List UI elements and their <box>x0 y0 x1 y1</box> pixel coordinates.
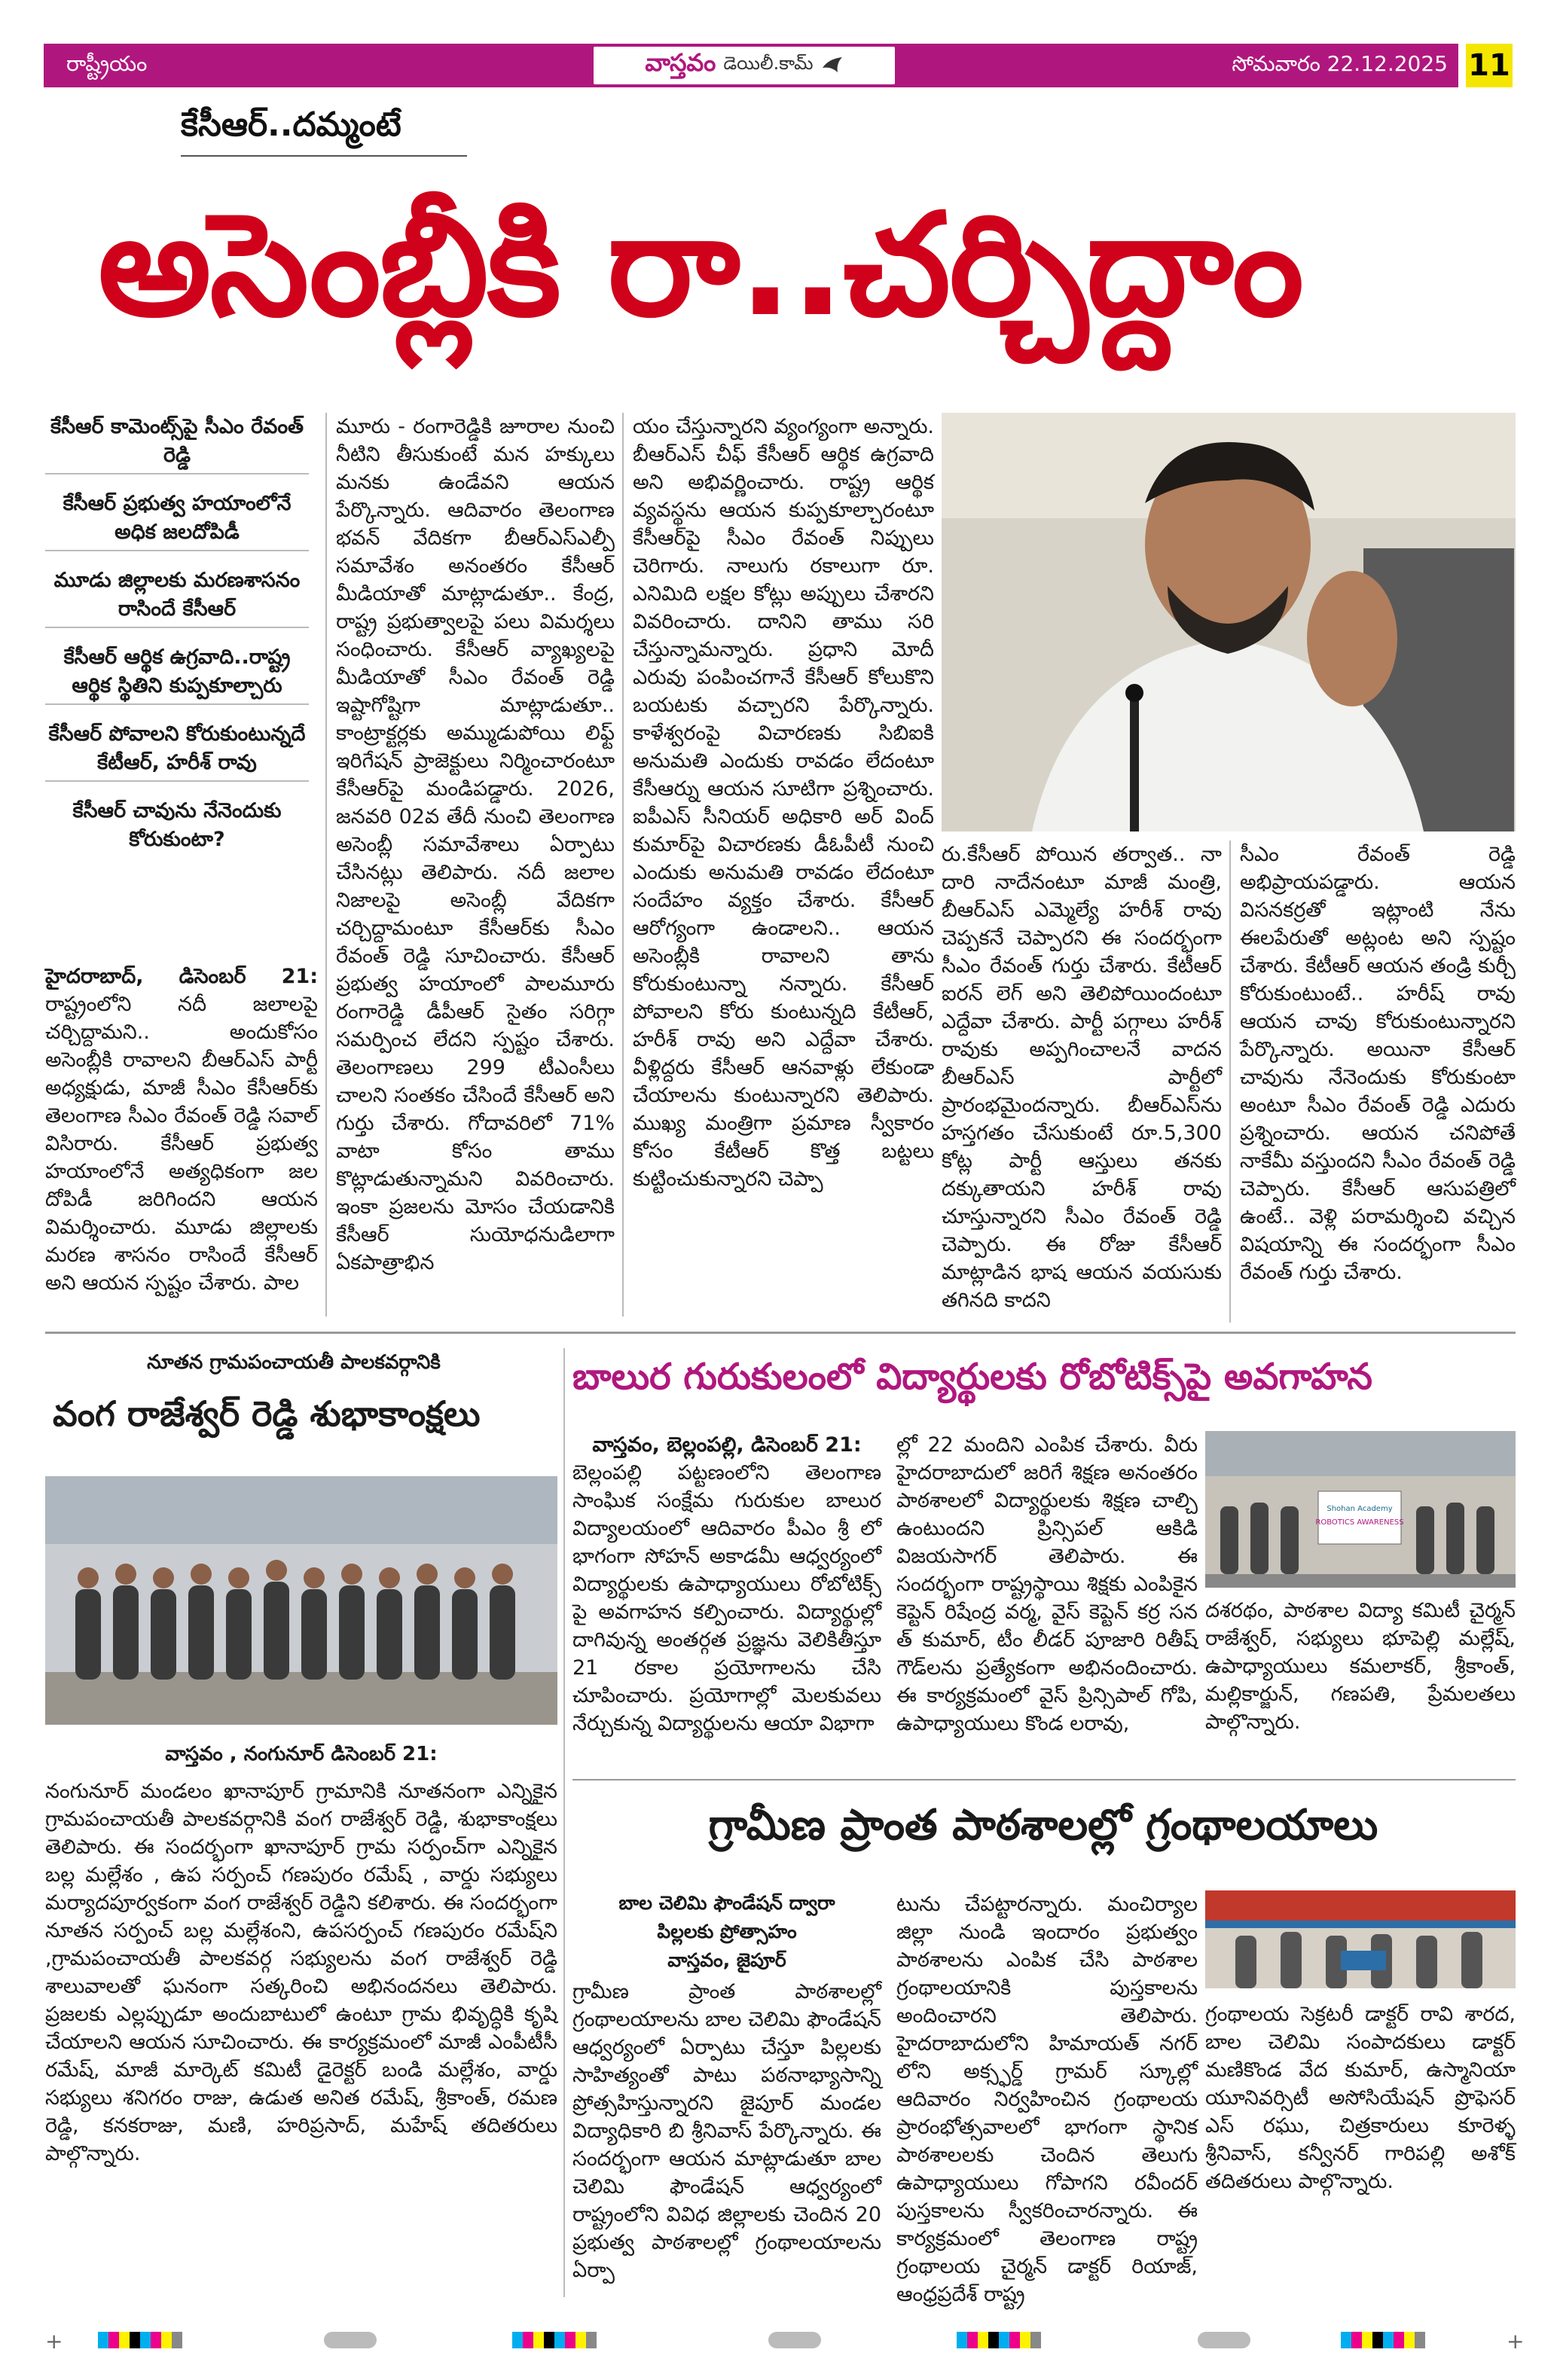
color-registration-strip <box>957 2332 1041 2351</box>
robotics-column-1 <box>572 1431 881 1762</box>
section-divider <box>572 1779 1516 1780</box>
lead-kicker: కేసీఆర్..దమ్మంటే <box>181 105 401 144</box>
registration-pill <box>768 2332 821 2348</box>
column-rule <box>563 1348 565 2297</box>
highlight-item: కేసీఆర్ పోవాలని కోరుకుంటున్నదే కేటీఆర్, హరీశ్ రావు <box>45 720 309 782</box>
highlight-item: కేసీఆర్ ప్రభుత్వ హయాంలోనే అధిక జలదోపిడీ <box>45 490 309 551</box>
libraries-subheads <box>572 1889 881 1975</box>
robotics-dateline: వాస్తవం, బెల్లంపల్లి, డిసెంబర్ 21: <box>592 1433 862 1457</box>
rajeshwar-kicker: నూతన గ్రామపంచాయతీ పాలకవర్గానికి <box>147 1351 441 1374</box>
libraries-column-3: గ్రంథాలయ సెక్రటరీ డాక్టర్ రావి శారద, బాల చెలిమి సంపాదకులు డాక్టర్ మణికొండ వేద కుమార్, ఉస్మానియా యూనివర్సిటీ అసోసియేషన్ ప్రొఫెసర్ ఎస్ రఘు, చిత్రకారులు కూరెళ్ళ శ్రీనివాస్, కన్వీనర్ గారిపల్లి అశోక్ తదితరులు పాల్గొన్నారు. <box>1205 2003 1516 2193</box>
lead-dateline: హైదరాబాద్, డిసెంబర్ 21: <box>45 965 318 988</box>
libraries-sub-2: పిల్లలకు ప్రోత్సాహం <box>657 1921 797 1942</box>
libraries-headline: గ్రామీణ ప్రాంత పాఠశాలల్లో గ్రంథాలయాలు <box>708 1801 1378 1850</box>
lead-highlights <box>45 413 309 872</box>
column-rule <box>325 413 327 1317</box>
libraries-sub-1: బాల చెలిమి ఫౌండేషన్ ద్వారా <box>618 1892 835 1914</box>
robotics-column-3: దశరథం, పాఠశాల విద్యా కమిటీ చైర్మన్ రాజేశ్వర్, సభ్యులు భూపెల్లి మల్లేష్, ఉపాధ్యాయులు కమలాకర్, శ్రీకాంత్, మల్లికార్జున్, గణపతి, ప్రేమలతలు పాల్గొన్నారు. <box>1205 1599 1516 1734</box>
column-rule <box>622 413 624 1317</box>
color-registration-strip <box>1341 2332 1425 2351</box>
libraries-photo <box>1205 1890 1516 1988</box>
libraries-column-2: టును చేపట్టారన్నారు. మంచిర్యాల జిల్లా నుండి ఇందారం ప్రభుత్వం పాఠశాలను ఎంపిక చేసి పాఠశాల గ్రంథాలయానికి పుస్తకాలను అందించారని తెలిపారు. హైదరాబాదులోని హిమాయత్ నగర్ లోని అక్స్ఫర్డ్ గ్రామర్ స్కూల్లో ఆదివారం నిర్వహించిన గ్రంథాలయ ప్రారంభోత్సవాలలో భాగంగా స్థానిక పాఠశాలలకు చెందిన తెలుగు ఉపాధ్యాయులు గోపాగని రవీందర్ పుస్తకాలను స్వీకరించారన్నారు. ఈ కార్యక్రమంలో తెలంగాణ రాష్ట్ర గ్రంథాలయ చైర్మన్ డాక్టర్ రియాజ్, ఆంధ్రప్రదేశ్ రాష్ట్ర <box>896 1893 1198 2306</box>
logo-main: వాస్తవం <box>645 48 716 77</box>
libraries-column-1: గ్రామీణ ప్రాంత పాఠశాలల్లో గ్రంథాలయాలను బాల చెలిమి ఫౌండేషన్ ఆధ్వర్యంలో ఏర్పాటు చేస్తూ పిల్లలకు సాహిత్యంతో పాటు పఠనాభ్యాసాన్ని ప్రోత్సహిస్తున్నారని జైపూర్ మండల విద్యాధికారి బి శ్రీనివాస్ పేర్కొన్నారు. ఈ సందర్భంగా ఆయన మాట్లాడుతూ బాల చెలిమి ఫౌండేషన్ ఆధ్వర్యంలో రాష్ట్రంలోని వివిధ జిల్లాలకు చెందిన 20 ప్రభుత్వ పాఠశాలల్లో గ్రంథాలయాలను ఏర్పా <box>572 1980 881 2282</box>
rajeshwar-headline: వంగ రాజేశ్వర్ రెడ్డి శుభాకాంక్షలు <box>53 1393 481 1434</box>
kicker-divider <box>181 155 467 157</box>
lead-column-1 <box>45 963 318 1317</box>
lead-column-2: మూరు - రంగారెడ్డికి జూరాల నుంచి నీటిని తీసుకుంటే మన హక్కులు మనకు ఉండేవని ఆయన పేర్కొన్నారు. ఆదివారం తెలంగాణ భవన్ వేదికగా బీఆర్ఎస్ఎల్పీ సమావేశం అనంతరం కేసీఆర్ మీడియాతో మాట్లాడుతూ.. కేంద్ర, రాష్ట్ర ప్రభుత్వాలపై పలు విమర్శలు సంధించారు. కేసీఆర్ వ్యాఖ్యలపై మీడియాతో సీఎం రేవంత్ రెడ్డి ఇష్టాగోష్టిగా మాట్లాడుతూ.. కాంట్రాక్టర్లకు అమ్ముడుపోయి లిఫ్ట్ ఇరిగేషన్ ప్రాజెక్టులు నిర్మించారంటూ కేసీఆర్‌పై మండిపడ్డారు. 2026, జనవరి 02వ తేదీ నుంచి తెలంగాణ అసెంబ్లీ సమావేశాలు ఏర్పాటు చేసినట్లు తెలిపారు. నదీ జలాల నిజాలపై అసెంబ్లీ వేదికగా చర్చిద్దామంటూ కేసీఆర్‌కు సీఎం రేవంత్ రెడ్డి సూచించారు. కేసీఆర్ ప్రభుత్వ హయాంలో పాలమూరు రంగారెడ్డి డీపీఆర్ సైతం సరిగ్గా సమర్పించ లేదని స్పష్టం చేశారు. తెలంగాణలు 299 టీఎంసీలు చాలని సంతకం చేసిందే కేసీఆర్ అని గుర్తు చేశారు. గోదావరిలో 71% వాటా కోసం తాము కొట్లాడుతున్నామని వివరించారు. ఇంకా ప్రజలను మోసం చేయడానికి కేసీఆర్ సుయోధనుడిలాగా ఏకపాత్రాభిన <box>336 415 615 1274</box>
registration-pill <box>324 2332 377 2348</box>
lead-column-5: సీఎం రేవంత్ రెడ్డి అభిప్రాయపడ్డారు. ఆయన విసనకర్రతో ఇట్లాంటి నేను ఈలపేరుతో అట్లంట అని స్పష్టం చేశారు. కేటీఆర్ ఆయన తండ్రి కుర్చీ కోరుకుంటుంటే.. హరీష్ రావు ఆయన చావు కోరుకుంటున్నారని పేర్కొన్నారు. అయినా కేసీఆర్ చావును నేనెందుకు కోరుకుంటా అంటూ సీఎం రేవంత్ రెడ్డి ఎదురు ప్రశ్నించారు. ఆయన చనిపోతే నాకేమీ వస్తుందని సీఎం రేవంత్ రెడ్డి చెప్పారు. కేసీఆర్ ఆసుపత్రిలో ఉంటే.. వెళ్లి పరామర్శించి వచ్చిన విషయాన్ని ఈ సందర్భంగా సీఎం రేవంత్ గుర్తు చేశారు. <box>1240 843 1516 1284</box>
lead-headline: అసెంబ్లీకి రా..చర్చిద్దాం <box>98 183 1302 348</box>
robotics-photo <box>1205 1431 1516 1588</box>
section-name: రాష్ట్రీయం <box>66 51 148 76</box>
color-registration-strip <box>512 2332 597 2351</box>
page-number: 11 <box>1466 44 1513 87</box>
section-divider <box>45 1332 1516 1334</box>
lead-body-1: రాష్ట్రంలోని నదీ జలాలపై చర్చిద్దామని.. అందుకోసం అసెంబ్లీకి రావాలని బీఆర్ఎస్ పార్టీ అధ్యక్షుడు, మాజీ సీఎం కేసీఆర్‌కు తెలంగాణ సీఎం రేవంత్ రెడ్డి సవాల్ విసిరారు. కేసీఆర్ ప్రభుత్వ హయాంలోనే అత్యధికంగా జల దోపిడీ జరిగిందని ఆయన విమర్శించారు. మూడు జిల్లాలకు మరణ శాసనం రాసిందే కేసీఆర్ అని ఆయన స్పష్టం చేశారు. పాల <box>45 993 318 1295</box>
header-bar <box>44 44 1458 87</box>
lead-column-3: యం చేస్తున్నారని వ్యంగ్యంగా అన్నారు. బీఆర్ఎస్ చీఫ్ కేసీఆర్ ఆర్థిక ఉగ్రవాది అని అభివర్ణించారు. రాష్ట్ర ఆర్థిక వ్యవస్థను ఆయన కుప్పకూల్చారంటూ కేసీఆర్‌పై సీఎం రేవంత్ నిప్పులు చెరిగారు. నాలుగు రకాలుగా రూ. ఎనిమిది లక్షల కోట్లు అప్పులు చేశారని వివరించారు. దానిని తాము సరి చేస్తున్నామన్నారు. ప్రధాని మోదీ ఎరువు పంపించగానే కేసీఆర్ కోలుకొని బయటకు వచ్చారని పేర్కొన్నారు. కాళేశ్వరంపై విచారణకు సిబిఐకి అనుమతి ఎందుకు రావడం లేదంటూ కేసీఆర్ను ఆయన సూటిగా ప్రశ్నించారు. ఐపీఎస్ సీనియర్ అధికారి అర్ వింద్ కుమార్‌పై విచారణకు డీఓపీటీ నుంచి ఎందుకు అనుమతి రావడం లేదంటూ సందేహం వ్యక్తం చేశారు. కేసీఆర్ ఆరోగ్యంగా ఉండాలని.. ఆయన అసెంబ్లీకి రావాలని తాను కోరుకుంటున్నా నన్నారు. కేసీఆర్ పోవాలని కోరు కుంటున్నది కేటీఆర్, హరీశ్ రావు అని ఎద్దేవా చేశారు. వీళ్లిద్దరు కేసీఆర్ ఆనవాళ్లు లేకుండా చేయాలను కుంటున్నారని తెలిపారు. ముఖ్య మంత్రిగా ప్రమాణ స్వీకారం కోసం కేటీఆర్ కొత్త బట్టలు కుట్టించుకున్నారని చెప్పా <box>633 415 934 1191</box>
crop-mark-icon: + <box>45 2329 63 2354</box>
rajeshwar-dateline: వాస్తవం , నంగునూర్ డిసెంబర్ 21: <box>165 1743 438 1765</box>
lead-column-4: రు.కేసీఆర్ పోయిన తర్వాత.. నా దారి నాదేనంటూ మాజీ మంత్రి, బీఆర్ఎస్ ఎమ్మెల్యే హరీశ్ రావు చెప్పకనే చెప్పారని ఈ సందర్భంగా సీఎం రేవంత్ గుర్తు చేశారు. కేటీఆర్ ఐరన్ లెగ్ అని తెలిపోయిందంటూ ఎద్దేవా చేశారు. పార్టీ పగ్గాలు హరీశ్ రావుకు అప్పగించాలనే వాదన బీఆర్ఎస్ పార్టీలో ప్రారంభమైందన్నారు. బీఆర్ఎస్‌ను హస్తగతం చేసుకుంటే రూ.5,300 కోట్ల పార్టీ ఆస్తులు తనకు దక్కుతాయని హరీశ్ రావు చూస్తున్నారని సీఎం రేవంత్ రెడ్డి చెప్పారు. ఈ రోజు కేసీఆర్ మాట్లాడిన భాష ఆయన వయసుకు తగినది కాదని <box>942 843 1222 1312</box>
bird-icon <box>821 54 844 77</box>
column-rule <box>1229 841 1231 1323</box>
lead-photo-cm <box>942 413 1516 831</box>
banner-text-line-2: ROBOTICS AWARENESS <box>1315 1518 1404 1527</box>
rajeshwar-group-photo <box>45 1476 557 1725</box>
highlight-item: కేసీఆర్ కామెంట్స్‌పై సీఎం రేవంత్ రెడ్డి <box>45 413 309 474</box>
color-registration-strip <box>98 2332 182 2351</box>
highlight-item: కేసీఆర్ చావును నేనెందుకు కోరుకుంటా? <box>72 799 282 851</box>
logo-sub: డెయిలీ.కామ్ <box>723 53 814 74</box>
libraries-dateline: వాస్తవం, జైపూర్ <box>667 1949 786 1971</box>
robotics-headline: బాలుర గురుకులంలో విద్యార్థులకు రోబోటిక్స్‌పై అవగాహన <box>572 1356 1372 1398</box>
highlight-item: కేసీఆర్ ఆర్థిక ఉగ్రవాది..రాష్ట్ర ఆర్థిక స్థితిని కుప్పకూల్చారు <box>45 643 309 705</box>
crop-mark-icon: + <box>1507 2329 1525 2354</box>
robotics-body-1: బెల్లంపల్లి పట్టణంలోని తెలంగాణ సాంఘిక సంక్షేమ గురుకుల బాలుర విద్యాలయంలో ఆదివారం పీఎం శ్రీ లో భాగంగా సోహన్ అకాడమీ ఆధ్వర్యంలో విద్యార్థులకు ఉపాధ్యాయులు రోబోటిక్స్ పై అవగాహన కల్పించారు. విద్యార్థుల్లో దాగివున్న అంతర్గత ప్రజ్ఞను వెలికితీస్తూ 21 రకాల ప్రయోగాలను చేసి చూపించారు. ప్రయోగాల్లో మెలకువలు నేర్చుకున్న విద్యార్థులను ఆయా విభాగా <box>572 1461 881 1735</box>
issue-date: సోమవారం 22.12.2025 <box>1232 51 1448 76</box>
banner-text-line-1: Shohan Academy <box>1327 1505 1393 1513</box>
rajeshwar-body: నంగునూర్ మండలం ఖానాపూర్ గ్రామానికి నూతనంగా ఎన్నికైన గ్రామపంచాయతీ పాలకవర్గానికి వంగ రాజేశ్వర్ రెడ్డి, శుభాకాంక్షలు తెలిపారు. ఈ సందర్భంగా ఖానాపూర్ గ్రామ సర్పంచ్‌గా ఎన్నికైన బల్ల మల్లేశం , ఉప సర్పంచ్ గణపురం రమేష్ , వార్డు సభ్యులు మర్యాదపూర్వకంగా వంగ రాజేశ్వర్ రెడ్డిని కలిశారు. ఈ సందర్భంగా నూతన సర్పంచ్ బల్ల మల్లేశంని, ఉపసర్పంచ్ గణపురం రమేష్‌ని ,గ్రామపంచాయతీ పాలకవర్గ సభ్యులను వంగ రాజేశ్వర్ రెడ్డి శాలువాలతో ఘనంగా సత్కరించి అభినందనలు తెలిపారు. ప్రజలకు ఎల్లప్పుడూ అందుబాటులో ఉంటూ గ్రామ భివృద్ధికి కృషి చేయాలని ఆయన సూచించారు. ఈ కార్యక్రమంలో మాజీ ఎంపీటీసీ రమేష్, మాజీ మార్కెట్ కమిటీ డైరెక్టర్ బండి మల్లేశం, వార్డు సభ్యులు శనిగరం రాజు, ఉడుత అనిత రమేష్, శ్రీకాంత్, రమణ రెడ్డి, కనకరాజు, మణి, హరిప్రసాద్, మహేష్ తదితరులు పాల్గొన్నారు. <box>45 1780 557 2165</box>
highlight-item: మూడు జిల్లాలకు మరణశాసనం రాసిందే కేసీఆర్ <box>45 566 309 628</box>
masthead-logo <box>594 47 895 84</box>
registration-pill <box>1198 2332 1250 2348</box>
robotics-column-2: ల్లో 22 మందిని ఎంపిక చేశారు. వీరు హైదరాబాదులో జరిగే శిక్షణ అనంతరం పాఠశాలలో విద్యార్థులకు శిక్షణ చాల్చి ఉంటుందని ప్రిన్సిపల్ ఆకిడి విజయసాగర్ తెలిపారు. ఈ సందర్భంగా రాష్ట్రస్థాయి శిక్షకు ఎంపికైన కెప్టెన్ రిషేంద్ర వర్మ, వైస్ కెప్టెన్ కర్ర సన త్ కుమార్, టీం లీడర్ పూజారి రితీష్ గౌడ్‌లను ప్రత్యేకంగా అభినందించారు. ఈ కార్యక్రమంలో వైస్ ప్రిన్సిపాల్ గోపి, ఉపాధ్యాయులు కొండ లరావు, <box>896 1433 1198 1735</box>
